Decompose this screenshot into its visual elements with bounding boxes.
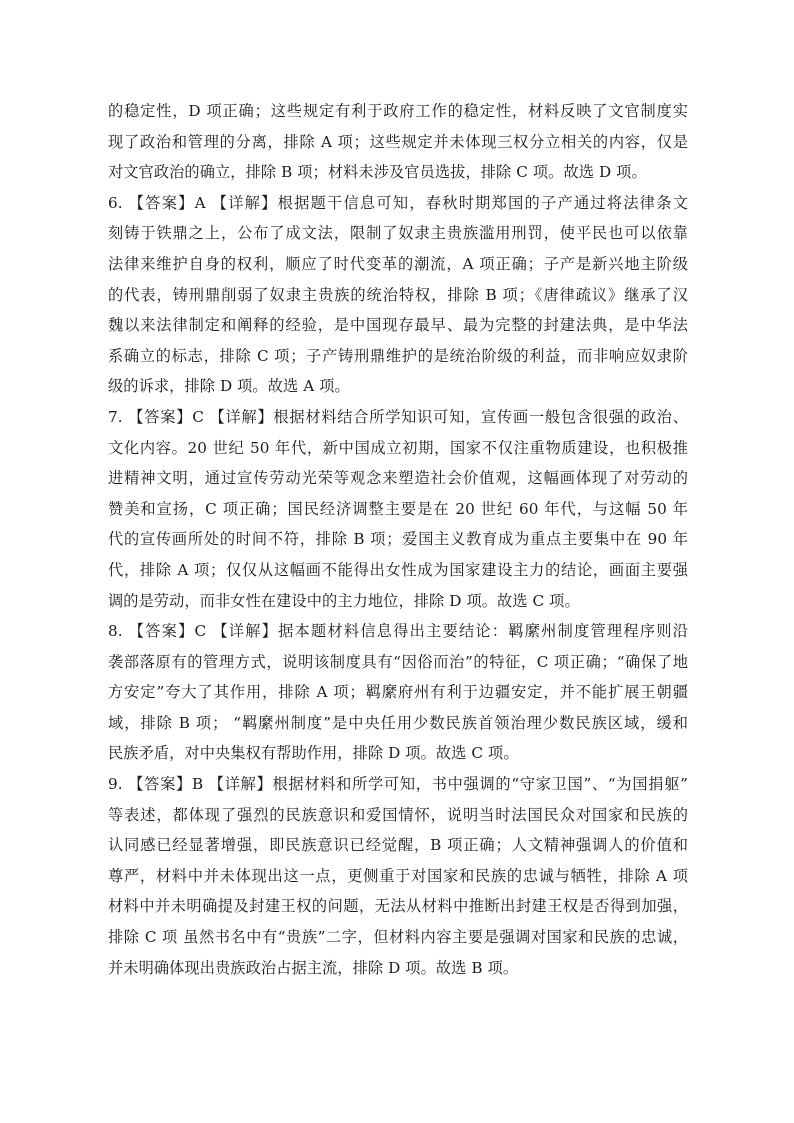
- text-line: 并未明确体现出贵族政治占据主流，排除 D 项。故选 B 项。: [108, 958, 519, 977]
- text-line: 域，排除 B 项； “羁縻州制度”是中央任用少数民族首领治理少数民族区域，缓和: [108, 713, 688, 732]
- text-line: 的稳定性，D 项正确；这些规定有利于政府工作的稳定性，材料反映了文官制度实: [108, 102, 688, 120]
- text-line: 排除 C 项 虽然书名中有“贵族”二字，但材料内容主要是强调对国家和民族的忠诚，: [108, 928, 688, 947]
- answer-8-heading-line: 8. 【答案】C 【详解】据本题材料信息得出主要结论：羁縻州制度管理程序则沿: [108, 622, 688, 641]
- text-line: 等表述，都体现了强烈的民族意识和爱国情怀，说明当时法国民众对国家和民族的: [108, 805, 688, 824]
- text-line: 进精神文明，通过宣传劳动光荣等观念来塑造社会价值观，这幅画体现了对劳动的: [108, 469, 688, 488]
- text-line: 袭部落原有的管理方式，说明该制度具有“因俗而治”的特征，C 项正确；“确保了地: [108, 652, 688, 671]
- text-line: 系确立的标志，排除 C 项；子产铸刑鼎维护的是统治阶级的利益，而非响应奴隶阶: [108, 346, 688, 365]
- text-line: 调的是劳动，而非女性在建设中的主力地位，排除 D 项。故选 C 项。: [108, 591, 580, 610]
- text-line: 代，排除 A 项；仅仅从这幅画不能得出女性成为国家建设主力的结论，画面主要强: [108, 560, 688, 579]
- text-line: 民族矛盾，对中央集权有帮助作用，排除 D 项。故选 C 项。: [108, 744, 519, 763]
- text-line: 级的诉求，排除 D 项。故选 A 项。: [108, 377, 350, 396]
- text-line: 的代表，铸刑鼎削弱了奴隶主贵族的统治特权，排除 B 项；《唐律疏议》继承了汉: [108, 285, 688, 304]
- text-line: 对文官政治的确立，排除 B 项；材料未涉及官员选拔，排除 C 项。故选 D 项。: [108, 163, 647, 182]
- text-line: 方安定”夸大了其作用，排除 A 项；羁縻府州有利于边疆安定，并不能扩展王朝疆: [108, 683, 688, 702]
- text-line: 认同感已经显著增强，即民族意识已经觉醒，B 项正确；人文精神强调人的价值和: [108, 836, 688, 855]
- answer-explanations: [108, 96, 688, 983]
- text-line: 法律来维护自身的权利，顺应了时代变革的潮流，A 项正确；子产是新兴地主阶级: [108, 254, 688, 273]
- text-line: 现了政治和管理的分离，排除 A 项；这些规定并未体现三权分立相关的内容，仅是: [108, 132, 688, 151]
- text-line: 赞美和宣扬，C 项正确；国民经济调整主要是在 20 世纪 60 年代，与这幅 50 年: [108, 499, 688, 518]
- answer-9-heading-line: 9. 【答案】B 【详解】根据材料和所学可知，书中强调的“守家卫国”、“为国捐躯”: [108, 775, 688, 794]
- text-line: 尊严，材料中并未体现出这一点，更侧重于对国家和民族的忠诚与牺牲，排除 A 项: [108, 866, 688, 885]
- text-line: 魏以来法律制定和阐释的经验，是中国现存最早、最为完整的封建法典，是中华法: [108, 316, 688, 335]
- text-line: 文化内容。20 世纪 50 年代，新中国成立初期，国家不仅注重物质建设，也积极推: [108, 438, 688, 457]
- text-line: 代的宣传画所处的时间不符，排除 B 项；爱国主义教育成为重点主要集中在 90 年: [108, 530, 688, 549]
- text-line: 材料中并未明确提及封建王权的问题，无法从材料中推断出封建王权是否得到加强，: [108, 897, 688, 916]
- answer-7-heading-line: 7. 【答案】C 【详解】根据材料结合所学知识可知，宣传画一般包含很强的政治、: [108, 407, 688, 426]
- answer-6-heading-line: 6. 【答案】A 【详解】根据题干信息可知，春秋时期郑国的子产通过将法律条文: [108, 193, 688, 212]
- text-line: 刻铸于铁鼎之上，公布了成文法，限制了奴隶主贵族滥用刑罚，使平民也可以依靠: [108, 224, 688, 243]
